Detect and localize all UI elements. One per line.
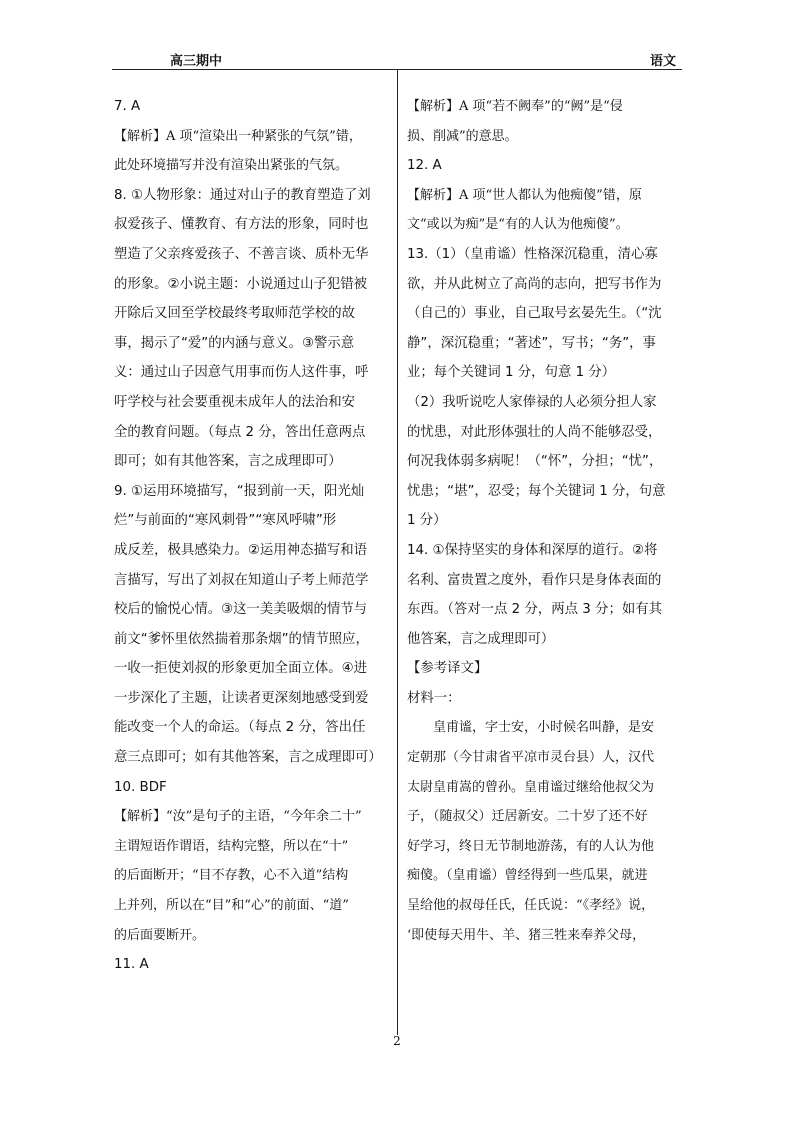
text-line: 呈给他的叔母任氏，任氏说：“《孝经》说， [407, 898, 655, 914]
text-line: 前文“爹怀里依然揣着那条烟”的情节照应， [114, 631, 369, 647]
text-line: （2）我听说吃人家俸禄的人必须分担人家 [407, 394, 657, 410]
text-line: 9. ①运用环境描写，“报到前一天，阳光灿 [114, 483, 365, 499]
text-line: 能改变一个人的命运。（每点 2 分，答出任 [114, 720, 366, 736]
text-line: 皇甫谧，字士安，小时候名叫静，是安 [433, 720, 655, 736]
text-line: 叔爱孩子、懂教育、有方法的形象，同时也 [114, 217, 369, 233]
text-line: 欲，并从此树立了高尚的志向，把写书作为 [407, 276, 662, 292]
text-line: 的后面断开；“目不存教，心不入道”结构 [114, 868, 349, 884]
text-line: 10. BDF [114, 779, 167, 795]
text-line: 子，（随叔父）迁居新安。二十岁了还不好 [407, 809, 648, 825]
right-column [407, 92, 679, 950]
text-line: 文“或以为痴”是“有的人认为他痴傻”。 [407, 217, 629, 233]
text-line: 校后的愉悦心情。③这一美美吸烟的情节与 [114, 602, 368, 618]
text-line: （自己的）事业，自己取号玄晏先生。（“沈 [407, 306, 662, 322]
text-line: 吁学校与社会要重视未成年人的法治和安 [114, 394, 356, 410]
text-line: 的忧患，对此形体强壮的人尚不能够忍受， [407, 424, 662, 440]
text-line: 11. A [114, 957, 149, 973]
text-line: 事，揭示了“爱”的内涵与意义。③警示意 [114, 335, 355, 351]
text-line: 定朝那（今甘肃省平凉市灵台县）人，汉代 [407, 750, 655, 766]
text-line: 痴傻。（皇甫谧）曾经得到一些瓜果，就进 [407, 868, 648, 884]
text-line: 13.（1）（皇甫谧）性格深沉稳重，清心寡 [407, 246, 658, 262]
text-line: 8. ①人物形象：通过对山子的教育塑造了刘 [114, 187, 371, 203]
text-line: 12. A [407, 158, 442, 174]
text-line: 此处环境描写并没有渲染出紧张的气氛。 [114, 158, 349, 174]
text-line: 材料一： [407, 690, 461, 706]
text-line: 的后面要断开。 [114, 927, 206, 943]
text-line: 1 分） [407, 513, 447, 529]
text-line: 成反差，极具感染力。②运用神态描写和语 [114, 542, 368, 558]
text-line: 意三点即可；如有其他答案，言之成理即可） [114, 750, 382, 766]
text-line: 忧患；“堪”，忍受；每个关键词 1 分，句意 [407, 483, 666, 499]
header-left-title: 高三期中 [170, 54, 223, 69]
text-line: 【解析】A 项“若不阙奉”的“阙”是“侵 [407, 99, 623, 114]
text-line: 一步深化了主题，让读者更深刻地感受到爱 [114, 690, 369, 706]
text-line: 烂”与前面的“寒风刺骨”“寒风呼啸”形 [114, 513, 337, 529]
text-line: 【解析】A 项“世人都认为他痴傻”错，原 [407, 187, 642, 203]
text-line: 何况我体弱多病呢！（“怀”，分担；“忧”， [407, 454, 663, 470]
text-line: 损、削减”的意思。 [407, 128, 518, 144]
text-line: 他答案，言之成理即可） [407, 631, 555, 647]
text-line: 【解析】“汝”是句子的主语，“今年余二十” [114, 809, 362, 825]
text-line: 好学习，终日无节制地游荡，有的人认为他 [407, 838, 655, 854]
text-line: 业；每个关键词 1 分，句意 1 分） [407, 365, 616, 381]
text-line: 7. A [114, 99, 141, 114]
text-line: 塑造了父亲疼爱孩子、不善言谈、质朴无华 [114, 246, 369, 262]
text-line: 太尉皇甫嵩的曾孙。皇甫谧过继给他叔父为 [407, 779, 655, 795]
text-line: 【解析】A 项“渲染出一种紧张的气氛”错， [114, 128, 362, 144]
text-line: 上并列，所以在“目”和“心”的前面、“道” [114, 898, 349, 914]
text-line: 的形象。②小说主题：小说通过山子犯错被 [114, 276, 368, 292]
text-line: 一收一拒使刘叔的形象更加全面立体。④进 [114, 661, 368, 677]
text-line: ‘即使每天用牛、羊、猪三牲来奉养父母， [407, 927, 646, 943]
header-subject: 语文 [649, 54, 676, 69]
text-line: 开除后又回至学校最终考取师范学校的故 [114, 306, 356, 322]
text-line: 名利、富贵置之度外，看作只是身体表面的 [407, 572, 662, 588]
column-divider [397, 70, 398, 1035]
text-line: 主谓短语作谓语，结构完整，所以在“十” [114, 838, 349, 854]
text-line: 静”，深沉稳重；“著述”，写书；“务”，事 [407, 335, 656, 351]
page-header [112, 48, 682, 68]
left-column [114, 92, 386, 980]
text-line: 义：通过山子因意气用事而伤人这件事，呼 [114, 365, 369, 381]
text-line: 【参考译文】 [407, 661, 488, 677]
text-line: 即可；如有其他答案，言之成理即可） [114, 454, 342, 470]
text-line: 言描写，写出了刘叔在知道山子考上师范学 [114, 572, 369, 588]
page-number: 2 [393, 1034, 401, 1048]
text-line: 14. ①保持坚实的身体和深厚的道行。②将 [407, 542, 658, 558]
text-line: 东西。（答对一点 2 分，两点 3 分；如有其 [407, 602, 663, 618]
text-line: 全的教育问题。（每点 2 分，答出任意两点 [114, 424, 366, 440]
